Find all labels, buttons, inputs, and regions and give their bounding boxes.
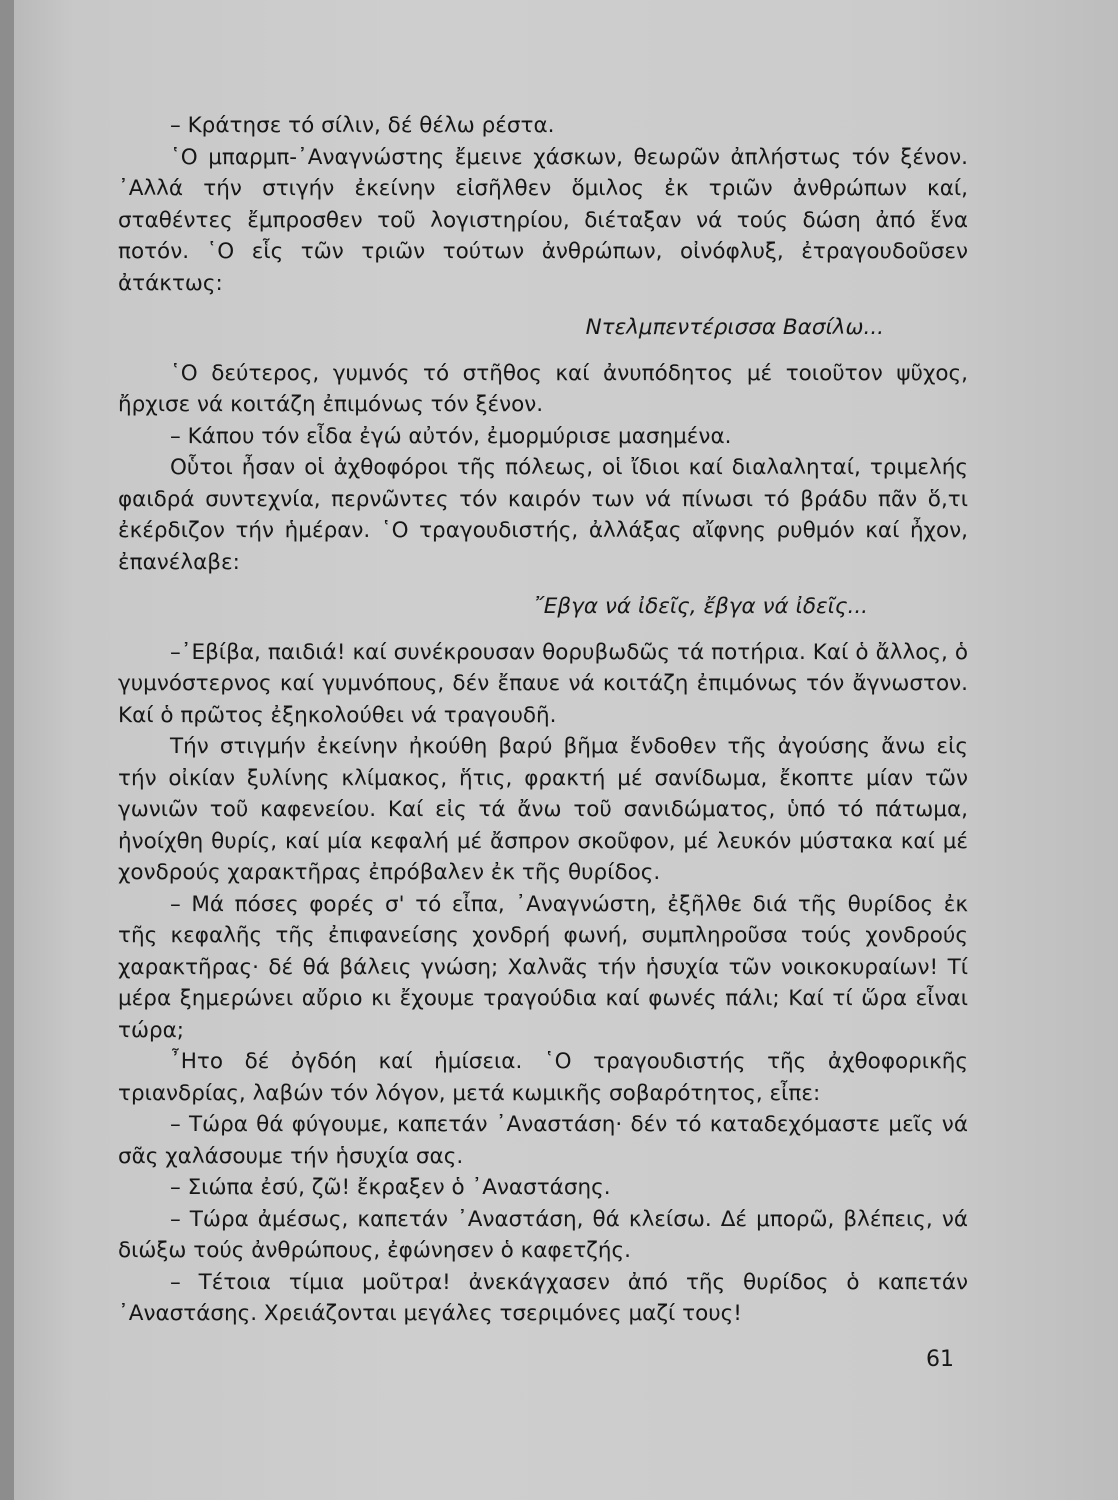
paragraph: – Τώρα θά φύγουμε, καπετάν ᾿Αναστάση· δέν τό καταδεχόμαστε μεῖς νά σᾶς χαλάσουμε τήν ἡσυχία σας. [118,1112,968,1169]
paragraph: Τήν στιγμήν ἐκείνην ἠκούθη βαρύ βῆμα ἔνδοθεν τῆς ἀγούσης ἄνω εἰς τήν οἰκίαν ξυλίνης κλίμακος, ἥτις, φρακτή μέ σανίδωμα, ἔκοπτε μίαν τῶν γωνιῶν τοῦ καφενείου. Καί εἰς τά ἄνω τοῦ σανιδώματος, ὑπό τό πάτωμα, ἠνοίχθη θυρίς, καί μία κεφαλή μέ ἄσπρον σκοῦφον, μέ λευκόν μύστακα καί μέ χονδρούς χαρακτῆρας ἐπρόβαλεν ἐκ τῆς θυρίδος. [118,734,968,885]
paragraph: ῾Ο δεύτερος, γυμνός τό στῆθος καί ἀνυπόδητος μέ τοιοῦτον ψῦχος, ἤρχισε νά κοιτάζη ἐπιμόνως τόν ξένον. [118,360,968,417]
paragraph: Οὗτοι ἦσαν οἱ ἀχθοφόροι τῆς πόλεως, οἱ ἴδιοι καί διαλαληταί, τριμελής φαιδρά συντεχνία, περνῶντες τόν καιρόν των νά πίνωσι τό βράδυ πᾶν ὅ,τι ἐκέρδιζον τήν ἡμέραν. ῾Ο τραγουδιστής, ἀλλάξας αἴφνης ρυθμόν καί ἦχον, ἐπανέλαβε: [118,455,968,575]
book-page [14,0,1118,1500]
paragraph: – Κράτησε τό σίλιν, δέ θέλω ρέστα. [170,113,555,138]
paragraph: – Τώρα ἀμέσως, καπετάν ᾿Αναστάση, θά κλείσω. Δέ μπορῶ, βλέπεις, νά διώξω τούς ἀνθρώπους, ἐφώνησεν ὁ καφετζής. [118,1206,968,1263]
paragraph: – Κάπου τόν εἶδα ἐγώ αὐτόν, ἐμορμύρισε μασημένα. [170,423,732,449]
paragraph: ῾Ο μπαρμπ-᾿Αναγνώστης ἔμεινε χάσκων, θεωρῶν ἀπλήστως τόν ξένον. ᾿Αλλά τήν στιγήν ἐκείνην εἰσῆλθεν ὅμιλος ἐκ τριῶν ἀνθρώπων καί, σταθέντες ἔμπροσθεν τοῦ λογιστηρίου, διέταξαν νά τούς δώση ἀπό ἕνα ποτόν. ῾Ο εἷς τῶν τριῶν τούτων ἀνθρώπων, οἰνόφλυξ, ἐτραγουδοῦσεν ἀτάκτως: [118,144,968,296]
paragraph: – Τέτοια τίμια μοῦτρα! ἀνεκάγχασεν ἀπό τῆς θυρίδος ὁ καπετάν ᾿Αναστάσης. Χρειάζονται μεγάλες τσεριμόνες μαζί τους! [118,1269,968,1326]
verse-line: Ντελμπεντέρισσα Βασίλω... [585,315,884,340]
paragraph: –᾿Εβίβα, παιδιά! καί συνέκρουσαν θορυβωδῶς τά ποτήρια. Καί ὁ ἄλλος, ὁ γυμνόστερνος καί γυμνόπους, δέν ἔπαυε νά κοιτάζη ἐπιμόνως τόν ἄγνωστον. Καί ὁ πρῶτος ἐξηκολούθει νά τραγουδῆ. [118,639,968,728]
page-body [118,110,968,1330]
paragraph: – Σιώπα ἐσύ, ζῶ! ἔκραξεν ὁ ᾿Αναστάσης. [170,1175,611,1200]
page-number: 61 [926,1347,954,1372]
paragraph: – Μά πόσες φορές σ' τό εἶπα, ᾿Αναγνώστη, ἐξῆλθε διά τῆς θυρίδος ἐκ τῆς κεφαλῆς τῆς ἐπιφανείσης χονδρή φωνή, συμπληροῦσα τούς χονδρούς χαρακτῆρας· δέ θά βάλεις γνώση; Χαλνᾶς τήν ἡσυχία τῶν νοικοκυραίων! Τί μέρα ξημερώνει αὔριο κι ἔχουμε τραγούδια καί φωνές πάλι; Καί τί ὥρα εἶναι τώρα; [118,891,968,1043]
verse-line: ῎Εβγα νά ἰδεῖς, ἔβγα νά ἰδεῖς... [533,594,868,619]
paragraph: ῏Ητο δέ ὀγδόη καί ἡμίσεια. ῾Ο τραγουδιστής τῆς ἀχθοφορικῆς τριανδρίας, λαβών τόν λόγον, μετά κωμικῆς σοβαρότητος, εἶπε: [118,1049,968,1106]
